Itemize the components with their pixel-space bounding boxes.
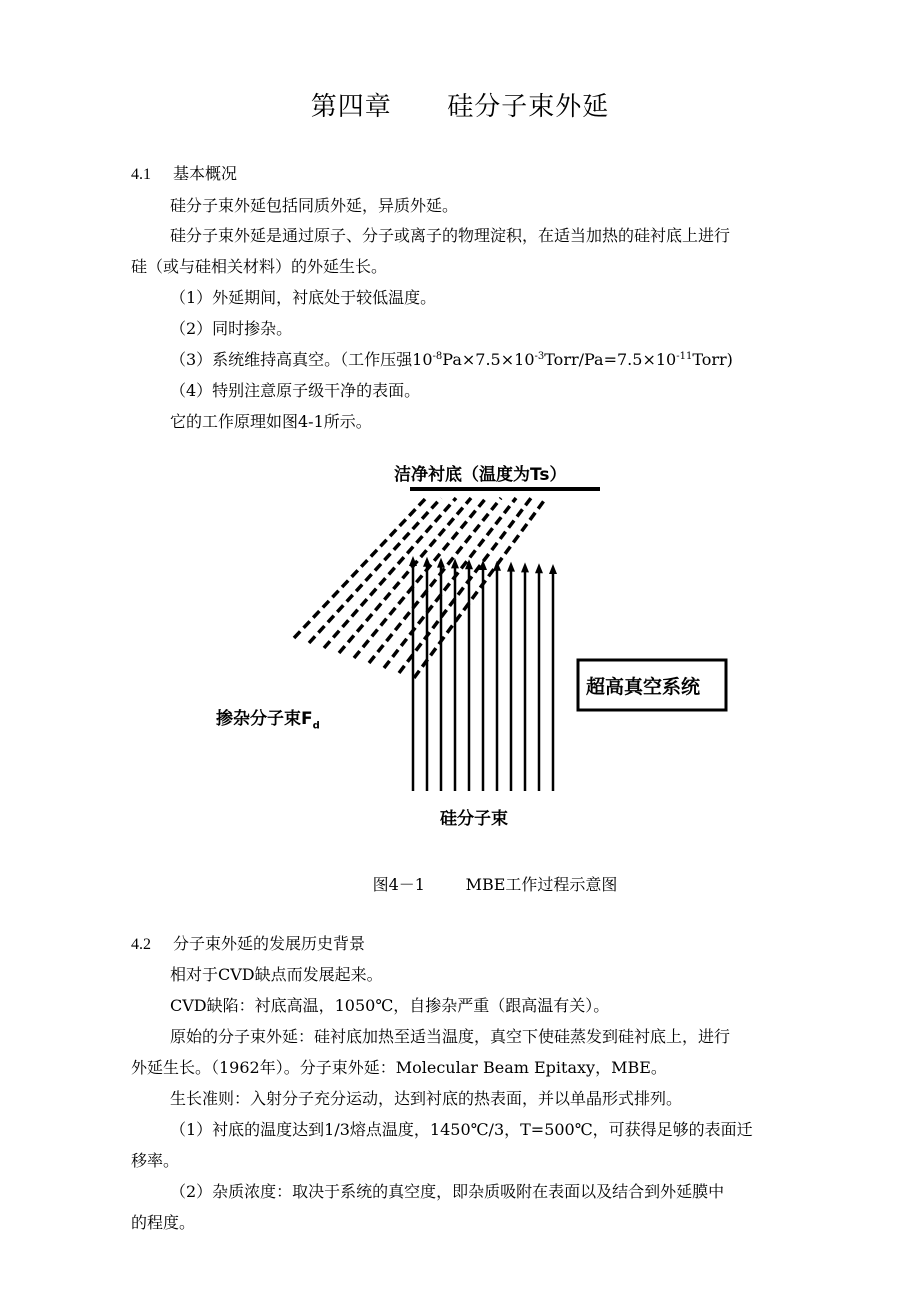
paragraph: CVD缺陷：衬底高温，1050℃，自掺杂严重（跟高温有关）。	[170, 996, 610, 1015]
chapter-title: 第四章 硅分子束外延	[310, 92, 610, 122]
text-fragment: Torr)	[692, 350, 733, 369]
silicon-beam-arrowhead	[521, 562, 529, 572]
list-item: （1）衬底的温度达到1/3熔点温度，1450℃/3，T=500℃，可获得足够的表面迁	[170, 1120, 753, 1139]
dopant-beam-line	[369, 498, 501, 663]
figure-intro: 它的工作原理如图4-1所示。	[170, 412, 372, 431]
superscript: -3	[534, 351, 545, 362]
silicon-beam-label: 硅分子束	[440, 809, 508, 829]
dopant-beam-label	[216, 704, 320, 731]
silicon-beams	[409, 556, 557, 791]
mbe-diagram	[190, 436, 760, 846]
paragraph-continuation: 的程度。	[131, 1213, 196, 1232]
paragraph: 原始的分子束外延：硅衬底加热至适当温度，真空下使硅蒸发到硅衬底上，进行	[170, 1027, 731, 1046]
mbe-diagram-svg	[190, 436, 760, 846]
section-heading-4-2	[131, 934, 365, 955]
silicon-beam-arrowhead	[423, 557, 431, 567]
paragraph: 硅分子束外延包括同质外延，异质外延。	[170, 196, 459, 215]
list-item: （4）特别注意原子级干净的表面。	[170, 381, 421, 400]
substrate-bar	[410, 487, 600, 491]
section-title: 分子束外延的发展历史背景	[173, 934, 366, 953]
text-fragment: （3）系统维持高真空。（工作压强10	[170, 350, 433, 369]
dopant-label-text: 掺杂分子束F	[216, 709, 313, 729]
paragraph: 生长准则：入射分子充分运动，达到衬底的热表面，并以单晶形式排列。	[170, 1089, 683, 1108]
silicon-beam-arrowhead	[437, 558, 445, 568]
list-item: （2）同时掺杂。	[170, 319, 293, 338]
section-number: 4.2	[131, 936, 151, 953]
section-heading-4-1	[131, 164, 237, 185]
dopant-label-subscript: d	[312, 720, 320, 732]
silicon-beam-arrowhead	[479, 560, 487, 570]
list-item: （2）杂质浓度：取决于系统的真空度，即杂质吸附在表面以及结合到外延膜中	[170, 1182, 725, 1201]
section-title: 基本概况	[173, 164, 238, 183]
silicon-beam-arrowhead	[535, 563, 543, 573]
substrate-label: 洁净衬底（温度为Ts）	[394, 465, 567, 485]
paragraph: 相对于CVD缺点而发展起来。	[170, 965, 383, 984]
silicon-beam-arrowhead	[549, 564, 557, 574]
paragraph: 硅分子束外延是通过原子、分子或离子的物理淀积，在适当加热的硅衬底上进行	[170, 226, 731, 245]
silicon-beam-arrowhead	[507, 562, 515, 572]
paragraph-continuation: 外延生长。（1962年）。分子束外延：Molecular Beam Epitaxy，MBE。	[131, 1058, 667, 1077]
system-label: 超高真空系统	[586, 676, 701, 698]
list-item: （1）外延期间，衬底处于较低温度。	[170, 288, 437, 307]
section-number: 4.1	[131, 166, 151, 183]
figure-caption: 图4－1 MBE工作过程示意图	[372, 875, 618, 894]
list-item-pressure	[170, 350, 733, 370]
superscript: -8	[432, 351, 443, 362]
dopant-beam-line	[354, 498, 486, 658]
text-fragment: Torr/Pa=7.5×10	[544, 350, 677, 369]
dopant-beams	[294, 498, 546, 678]
superscript: -11	[676, 351, 693, 362]
paragraph-continuation: 移率。	[131, 1151, 180, 1170]
text-fragment: Pa×7.5×10	[442, 350, 535, 369]
paragraph-continuation: 硅（或与硅相关材料）的外延生长。	[131, 257, 388, 276]
